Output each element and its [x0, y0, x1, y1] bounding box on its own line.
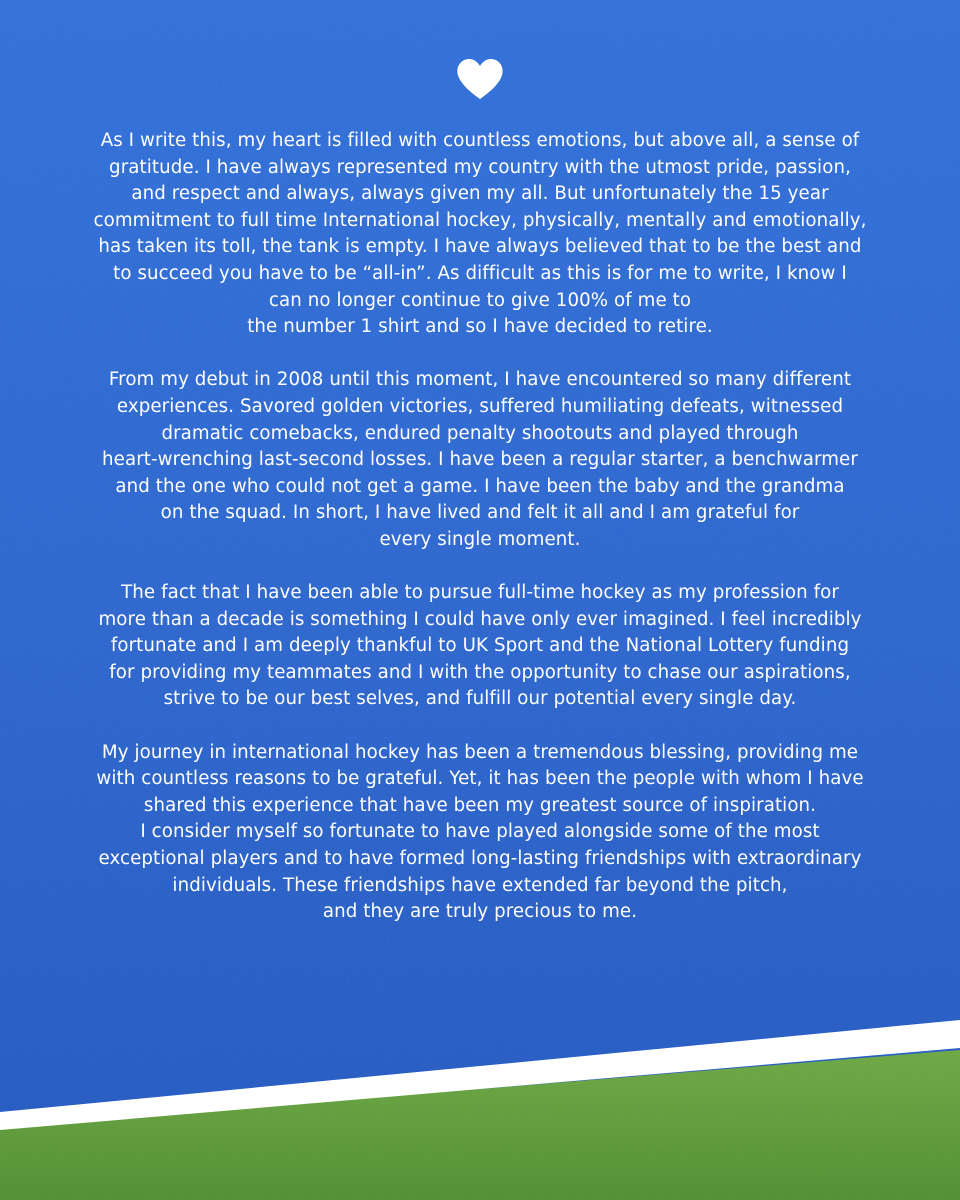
letter-line: can no longer continue to give 100% of me to [268, 289, 692, 311]
letter-line: and the one who could not get a game. I have been the baby and the grandma [115, 475, 845, 497]
retirement-letter [30, 128, 930, 952]
heart-icon [456, 58, 504, 100]
letter-paragraph-3 [30, 580, 930, 713]
letter-line: I consider myself so fortunate to have played alongside some of the most [140, 821, 820, 843]
letter-line: individuals. These friendships have extended far beyond the pitch, [172, 874, 788, 896]
letter-line: dramatic comebacks, endured penalty shootouts and played through [161, 422, 799, 444]
letter-line: for providing my teammates and I with the opportunity to chase our aspirations, [109, 661, 851, 683]
letter-line: has taken its toll, the tank is empty. I have always believed that to be the best and [98, 236, 862, 258]
letter-line: on the squad. In short, I have lived and felt it all and I am grateful for [160, 502, 800, 524]
letter-line: gratitude. I have always represented my country with the utmost pride, passion, [109, 156, 851, 178]
letter-line: heart-wrenching last-second losses. I have been a regular starter, a benchwarmer [102, 449, 858, 471]
letter-line: the number 1 shirt and so I have decided to retire. [247, 316, 713, 338]
letter-line: and they are truly precious to me. [322, 901, 638, 923]
letter-line: to succeed you have to be “all-in”. As difficult as this is for me to write, I know I [113, 262, 847, 284]
letter-line: shared this experience that have been my greatest source of inspiration. [143, 794, 817, 816]
letter-paragraph-1 [30, 128, 930, 341]
letter-paragraph-2 [30, 367, 930, 553]
letter-line: From my debut in 2008 until this moment, I have encountered so many different [108, 369, 852, 391]
letter-line: exceptional players and to have formed long-lasting friendships with extraordinary [98, 848, 862, 870]
letter-line: As I write this, my heart is filled with countless emotions, but above all, a sense of [100, 130, 860, 151]
letter-line: strive to be our best selves, and fulfill our potential every single day. [163, 688, 797, 710]
letter-line: The fact that I have been able to pursue full-time hockey as my profession for [121, 582, 839, 604]
letter-line: every single moment. [379, 528, 581, 550]
letter-line: fortunate and I am deeply thankful to UK Sport and the National Lottery funding [110, 635, 850, 657]
letter-line: more than a decade is something I could have only ever imagined. I feel incredibly [98, 608, 862, 630]
letter-paragraph-4 [30, 740, 930, 926]
letter-line: with countless reasons to be grateful. Yet, it has been the people with whom I have [96, 768, 864, 790]
letter-line: experiences. Savored golden victories, suffered humiliating defeats, witnessed [116, 395, 844, 417]
letter-line: and respect and always, always given my all. But unfortunately the 15 year [131, 183, 829, 205]
letter-line: My journey in international hockey has been a tremendous blessing, providing me [101, 741, 859, 763]
letter-line: commitment to full time International hockey, physically, mentally and emotionally, [93, 209, 867, 231]
